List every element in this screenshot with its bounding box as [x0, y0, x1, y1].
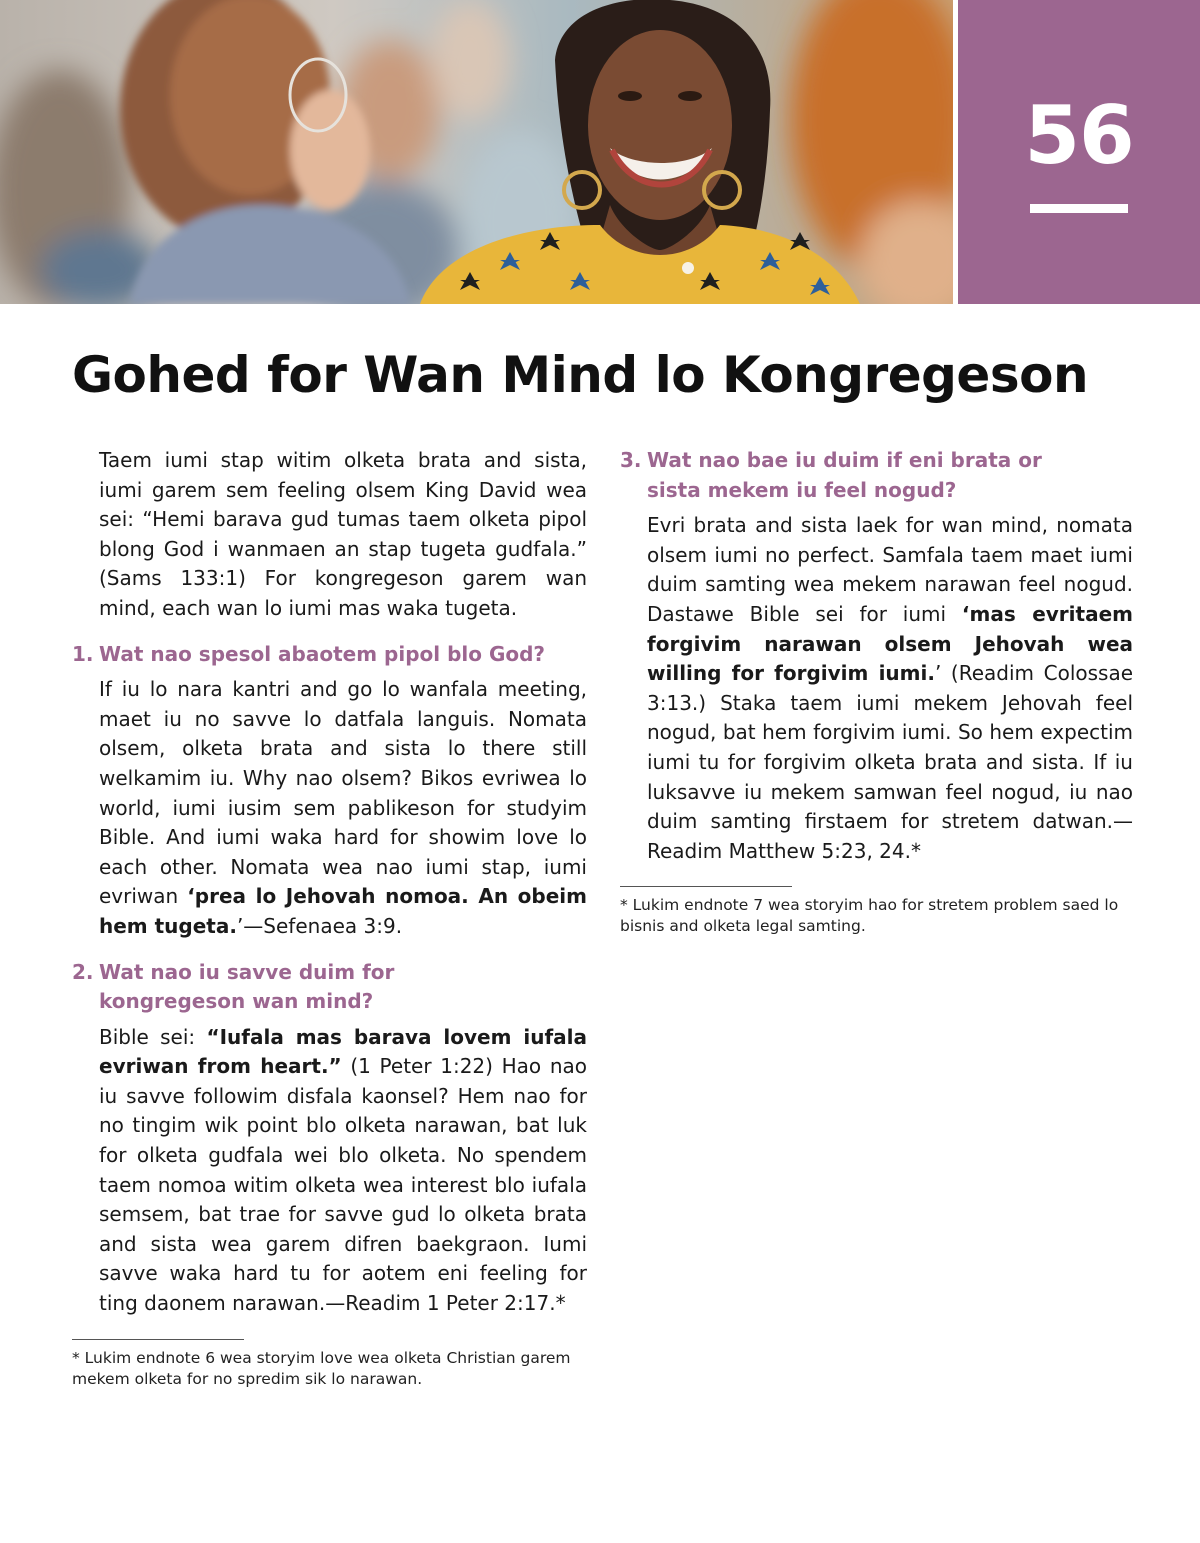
right-column	[620, 446, 1133, 937]
question-3-text: Wat nao bae iu duim if eni brata or sista mekem iu feel nogud?	[647, 448, 1042, 502]
lesson-number-underline	[1030, 204, 1128, 213]
question-2	[72, 958, 587, 1017]
question-3	[620, 446, 1133, 505]
lesson-number: 56	[1024, 89, 1134, 182]
header-photo	[0, 0, 953, 304]
answer-3-paragraph	[647, 511, 1133, 866]
answer-2-bold-quote: “Iufala mas barava lovem iufala evriwan from heart.”	[99, 1024, 587, 1079]
question-2-text: Wat nao iu savve duim for kongregeson wan mind?	[99, 959, 395, 1014]
page-title: Gohed for Wan Mind lo Kongregeson	[72, 346, 1089, 404]
question-3-number: 3.	[620, 448, 642, 472]
smiling-woman-photo-icon	[0, 0, 953, 304]
question-1-text: Wat nao spesol abaotem pipol blo God?	[99, 641, 546, 666]
footnote-divider	[620, 886, 792, 887]
intro-text: Taem iumi stap witim olketa brata and sista, iumi garem sem feeling olsem King David wea sei: “Hemi barava gud tumas taem olketa pipol blong God i wanmaen an stap tugeta gudfala.” (Sams 133:1) For kongregeson garem wan mind, each wan lo iumi mas waka tugeta.	[99, 448, 587, 620]
question-1	[72, 640, 587, 670]
answer-3-reference: ’ (Readim Colossae 3:13.) Staka taem iumi mekem Jehovah feel nogud, bat hem forgivim iumi. So hem expectim iumi tu for forgivim olketa brata and sista. If iu luksavve iu mekem samwan feel nogud, iu nao duim samting firstaem for stretem datwan.—Readim Matthew 5:23, 24.*	[647, 661, 1134, 863]
answer-1-bold-quote: ‘prea lo Jehovah nomoa. An obeim hem tugeta.	[99, 884, 587, 938]
answer-2-text: (1 Peter 1:22) Hao nao iu savve followim disfala kaonsel? Hem nao for no tingim wik point blo olketa narawan, bat luk for olketa gudfala wei blo olketa. No spendem taem nomoa witim olketa wea interest blo iufala semsem, bat trae for savve gud lo olketa brata and sista wea garem difren baekgraon. Iumi savve waka hard tu for aotem eni feeling for ting daonem narawan.—Readim 1 Peter 2:17.*	[99, 1054, 587, 1316]
footnote-right: * Lukim endnote 7 wea storyim hao for stretem problem saed lo bisnis and olketa legal samting.	[620, 896, 1119, 936]
answer-1-text: If iu lo nara kantri and go lo wanfala meeting, maet iu no savve lo datfala languis. Nomata olsem, olketa brata and sista lo there still welkamim iu. Why nao olsem? Bikos evriwea lo world, iumi iusim sem pablikeson for studyim Bible. And iumi waka hard for showim love lo each other. Nomata wea nao iumi stap, iumi evriwan	[99, 677, 587, 909]
footnote-divider	[72, 1339, 244, 1340]
answer-3-text: Evri brata and sista laek for wan mind, nomata olsem iumi no perfect. Samfala taem maet iumi duim samting wea mekem narawan feel nogud. Dastawe Bible sei for iumi	[647, 513, 1133, 626]
question-2-number: 2.	[72, 959, 94, 984]
intro-paragraph	[99, 446, 587, 624]
left-column	[72, 446, 587, 1390]
answer-3-bold-quote: ‘mas evritaem forgivim narawan olsem Jehovah wea willing for forgivim iumi.	[647, 601, 1133, 686]
footnote-left: * Lukim endnote 6 wea storyim love wea olketa Christian garem mekem olketa for no spredim sik lo narawan.	[72, 1348, 571, 1388]
lesson-number-box	[958, 0, 1200, 304]
answer-2-paragraph	[99, 1023, 587, 1319]
answer-1-paragraph	[99, 675, 587, 941]
answer-2-lead: Bible sei:	[99, 1024, 207, 1049]
answer-1-reference: ’—Sefenaea 3:9.	[236, 913, 403, 938]
question-1-number: 1.	[72, 641, 94, 666]
